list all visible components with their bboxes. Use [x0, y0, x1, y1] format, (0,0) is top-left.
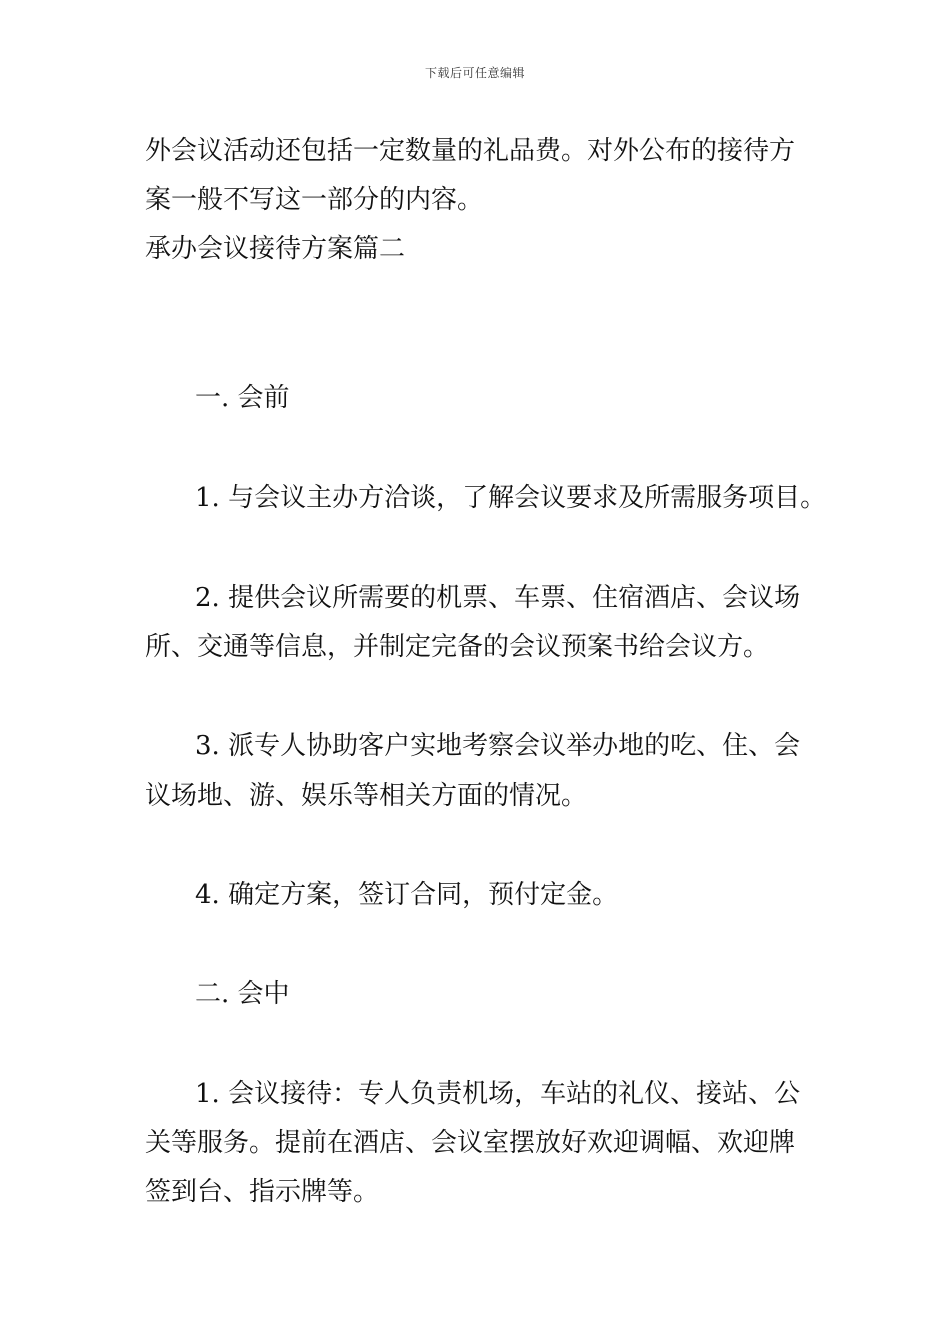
item-1-2-line-2: 所、交通等信息，并制定完备的会议预案书给会议方。 [145, 632, 770, 662]
intro-line-2: 案一般不写这一部分的内容。 [145, 185, 484, 215]
item-1-2-line-1: 2. 提供会议所需要的机票、车票、住宿酒店、会议场 [195, 583, 801, 613]
intro-line-1: 外会议活动还包括一定数量的礼品费。对外公布的接待方 [145, 136, 796, 166]
item-1-3-line-2: 议场地、游、娱乐等相关方面的情况。 [145, 781, 588, 811]
item-2-1-line-2: 关等服务。提前在酒店、会议室摆放好欢迎调幅、欢迎牌 [145, 1128, 796, 1158]
item-2-1-line-1: 1. 会议接待：专人负责机场，车站的礼仪、接站、公 [195, 1079, 801, 1109]
part2-heading: 二. 会中 [195, 979, 290, 1009]
item-2-1-line-3: 签到台、指示牌等。 [145, 1177, 380, 1207]
part1-heading: 一. 会前 [195, 383, 290, 413]
section-title: 承办会议接待方案篇二 [145, 234, 406, 264]
item-1-3-line-1: 3. 派专人协助客户实地考察会议举办地的吃、住、会 [195, 731, 801, 761]
item-1-1: 1. 与会议主办方洽谈，了解会议要求及所需服务项目。 [195, 483, 827, 513]
header-note: 下载后可任意编辑 [424, 66, 525, 80]
item-1-4: 4. 确定方案，签订合同，预付定金。 [195, 880, 619, 910]
